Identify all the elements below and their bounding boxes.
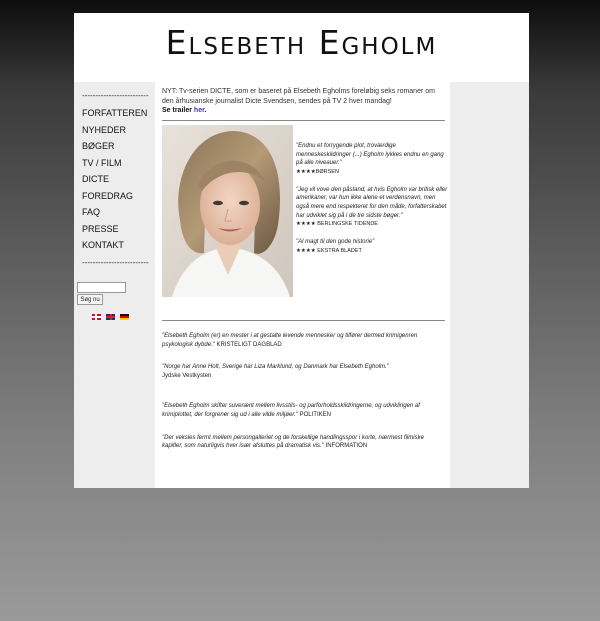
sidebar-divider-bottom: ------------------------- (82, 258, 149, 267)
review-item: "Norge har Anne Holt, Sverige har Liza Marklund, og Danmark har Elsebeth Egholm." Jydske Vestkysten (162, 364, 389, 379)
review-item: "Elsebeth Egholm (er) en mester i at gestalte levende mennesker og tilfører dermed krimigenren psykologisk dybde." KRISTELIGT DAGBLAD (162, 333, 418, 348)
nav-item-foredrag[interactable]: FOREDRAG (82, 190, 134, 201)
flag-german-icon[interactable] (120, 314, 129, 320)
search-input[interactable] (77, 282, 126, 293)
author-portrait (162, 125, 293, 297)
site-header (74, 13, 529, 82)
portrait-image (162, 125, 293, 297)
flag-danish-icon[interactable] (92, 314, 101, 320)
news-block (162, 87, 445, 114)
trailer-line: Se trailer her. (162, 106, 207, 114)
nav-item-kontakt[interactable]: KONTAKT (82, 240, 124, 250)
page-container (74, 13, 529, 488)
press-quotes (296, 142, 448, 265)
nav-item-presse[interactable]: PRESSE (82, 223, 119, 234)
review-item: "Elsebeth Egholm skifter suverænt mellem livsstils- og parforholdsskildringerne, og udviklingen af krimiplottet, der forgrener sig ud i alle vilde miljøer." POLITIKEN (162, 403, 420, 418)
right-column (450, 82, 529, 488)
divider-middle (162, 320, 445, 321)
nav-item-forfatteren[interactable]: FORFATTEREN (82, 108, 148, 118)
nav-item-faq[interactable]: FAQ (82, 207, 101, 217)
nav-item-boger[interactable]: BØGER (82, 141, 115, 151)
language-flags (92, 314, 134, 332)
sidebar-divider-top: ------------------------- (82, 91, 149, 100)
sidebar-nav (82, 105, 147, 254)
news-text: NYT: Tv-serien DICTE, som er baseret på Elsebeth Egholms foreløbig seks romaner om den århusianske journalist Dicte Svendsen, sendes på TV 2 hver mandag! (162, 88, 435, 105)
quote-source: ★★★★ EKSTRA BLADET (296, 247, 362, 254)
quote-text: "Jeg vil vove den påstand, at hvis Egholm var britisk eller amerikaner, var hun ikke alene et verdensnavn, men også mere end respekteret for den måde, forfatterskabet har udviklet sig på i de tre sidste bøger." (296, 186, 448, 219)
nav-item-dicte[interactable]: DICTE (82, 174, 109, 184)
divider-top (162, 120, 445, 121)
quote-source: ★★★★ BERLINGSKE TIDENDE (296, 221, 378, 228)
quote-text: "Al magt til den gode historie" (296, 239, 375, 246)
quote-source: ★★★★BØRSEN (296, 168, 339, 175)
review-list (162, 332, 445, 451)
review-item: "Der veksles fermt mellem persongalleriet og de forskellige handlingsspor i korte, nærmest filmiske kapitler, som naturligvis hver især afsluttes på dramatisk vis." INFORMATION (162, 434, 424, 450)
trailer-link[interactable]: her (193, 106, 205, 114)
nav-item-tv-film[interactable]: TV / FILM (82, 157, 122, 168)
search-button[interactable]: Søg nu (77, 294, 103, 305)
sidebar (74, 82, 155, 488)
quote-text: "Endnu et forrygende plot, troværdige menneskeskildringer (...) Egholm lykkes endnu en gang på alle niveauer." (296, 143, 444, 167)
flag-uk-icon[interactable] (106, 314, 115, 320)
nav-item-nyheder[interactable]: NYHEDER (82, 124, 127, 135)
site-title[interactable]: Elsebeth Egholm (165, 23, 438, 62)
